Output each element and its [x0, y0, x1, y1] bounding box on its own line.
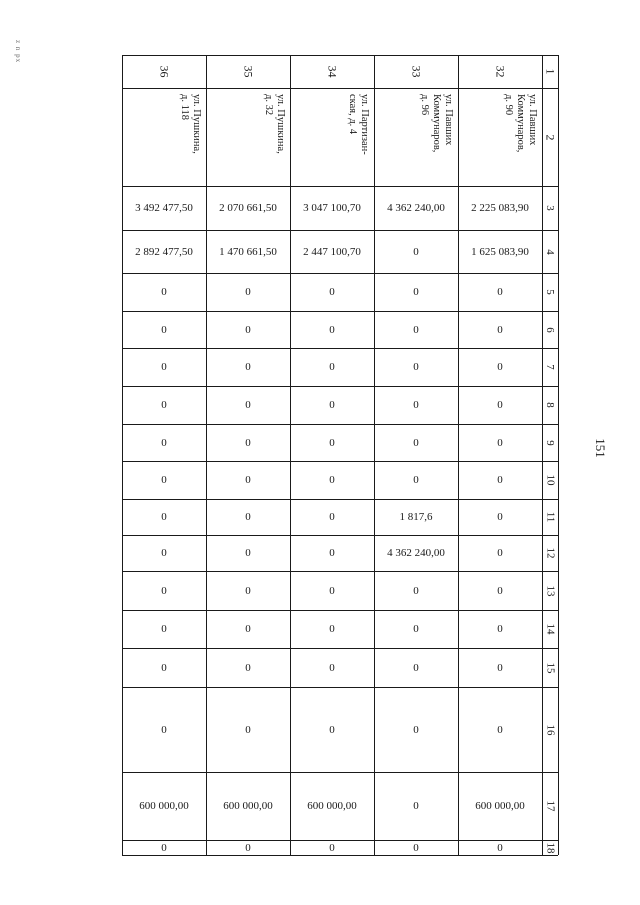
- table-cell-text: 0: [413, 623, 419, 635]
- column-id-text: 35: [241, 65, 256, 78]
- table-cell-text: 2 892 477,50: [135, 245, 193, 258]
- table-cell: [458, 571, 542, 610]
- table-cell-text: 0: [329, 723, 335, 736]
- table-cell: [374, 610, 458, 648]
- table-cell: [458, 348, 542, 386]
- column-id: [206, 55, 290, 88]
- table-cell-text: 1 817,6: [399, 511, 433, 523]
- table-cell-text: 0: [329, 623, 335, 635]
- row-number: [542, 610, 558, 648]
- table-cell-text: 0: [245, 623, 251, 635]
- address-line: д. 90: [503, 94, 514, 116]
- table-cell: [374, 348, 458, 386]
- table-cell-text: 0: [161, 474, 167, 486]
- table-cell: [458, 772, 542, 840]
- table-cell-text: 3 047 100,70: [303, 202, 361, 214]
- table-cell: [206, 230, 290, 273]
- row-number-text: 9: [544, 439, 556, 446]
- table-cell: [458, 230, 542, 273]
- table-cell: [206, 772, 290, 840]
- table-cell-text: 0: [161, 323, 167, 336]
- table-cell: [374, 535, 458, 571]
- table-cell: [122, 348, 206, 386]
- table-cell-text: 600 000,00: [307, 800, 357, 812]
- row-number-text: 14: [544, 623, 556, 635]
- row-number: [542, 273, 558, 311]
- table-cell-text: 0: [497, 323, 503, 336]
- row-number-text: 10: [544, 474, 556, 486]
- table-cell-text: 0: [497, 436, 503, 449]
- table-cell-text: 1 470 661,50: [219, 245, 277, 258]
- address-line: ул. Павших: [443, 94, 454, 146]
- column-divider: [558, 55, 559, 855]
- row-number-text: 15: [544, 662, 556, 673]
- table-cell-text: 0: [329, 436, 335, 449]
- address-cell: [290, 88, 374, 186]
- table-cell: [206, 348, 290, 386]
- table-cell: [290, 186, 374, 230]
- table-cell: [122, 610, 206, 648]
- table-cell-text: 0: [497, 584, 503, 597]
- table-cell-text: 0: [497, 474, 503, 486]
- row-number-text: 18: [544, 842, 556, 853]
- table-cell: [290, 424, 374, 461]
- table-cell: [290, 648, 374, 687]
- table-cell-text: 0: [329, 361, 335, 373]
- table-cell-text: 0: [245, 547, 251, 559]
- table-cell-text: 0: [497, 661, 503, 674]
- table-cell-text: 0: [245, 584, 251, 597]
- row-number-text: 8: [544, 402, 556, 408]
- row-divider: [122, 855, 558, 856]
- table-cell-text: 2 225 083,90: [471, 202, 529, 214]
- table-cell: [122, 386, 206, 424]
- table-cell-text: 0: [497, 623, 503, 635]
- table-cell-text: 0: [413, 800, 419, 812]
- table-cell-text: 0: [497, 841, 503, 854]
- table-cell-text: 0: [245, 474, 251, 486]
- table-cell: [206, 273, 290, 311]
- column-id-text: 33: [409, 65, 424, 78]
- table-cell: [206, 610, 290, 648]
- table-cell-text: 0: [245, 723, 251, 736]
- table-cell: [374, 386, 458, 424]
- row-number: [542, 186, 558, 230]
- row-number: [542, 772, 558, 840]
- column-id: [290, 55, 374, 88]
- table-cell: [290, 610, 374, 648]
- table-cell: [122, 461, 206, 499]
- table-cell-text: 0: [329, 474, 335, 486]
- table-cell: [206, 840, 290, 855]
- table-cell: [458, 311, 542, 348]
- table-cell: [290, 535, 374, 571]
- table-cell: [290, 230, 374, 273]
- table-cell: [458, 273, 542, 311]
- table-cell-text: 2 070 661,50: [219, 202, 277, 214]
- table-cell: [290, 273, 374, 311]
- table-cell-text: 0: [329, 399, 335, 411]
- table-cell: [290, 348, 374, 386]
- table-cell: [122, 772, 206, 840]
- table-cell: [206, 571, 290, 610]
- table-cell: [374, 648, 458, 687]
- table-cell: [458, 610, 542, 648]
- table-cell: [206, 648, 290, 687]
- table-cell-text: 0: [329, 547, 335, 559]
- table-cell-text: 0: [329, 286, 335, 298]
- row-number: [542, 840, 558, 855]
- table-cell: [458, 386, 542, 424]
- row-number-text: 17: [544, 800, 556, 812]
- table-cell-text: 0: [161, 584, 167, 597]
- table-cell-text: 0: [497, 361, 503, 373]
- table-cell: [374, 571, 458, 610]
- table-cell-text: 0: [329, 511, 335, 523]
- table-cell: [458, 499, 542, 535]
- table-cell: [290, 499, 374, 535]
- page-number: 151: [592, 438, 608, 458]
- row-number: [542, 535, 558, 571]
- table-cell: [458, 461, 542, 499]
- table-cell-text: 4 362 240,00: [387, 547, 445, 559]
- column-id-text: 32: [493, 65, 508, 78]
- table-cell-text: 0: [497, 723, 503, 736]
- row-number-text: 12: [544, 547, 556, 559]
- table-cell-text: 0: [161, 436, 167, 449]
- table-cell-text: 0: [161, 723, 167, 736]
- table-cell-text: 600 000,00: [475, 800, 525, 812]
- table-cell: [206, 535, 290, 571]
- table-cell: [122, 535, 206, 571]
- row-number: [542, 648, 558, 687]
- row-number-text: 6: [544, 326, 556, 333]
- table-cell: [290, 461, 374, 499]
- column-id-text: 34: [325, 65, 340, 78]
- table-cell-text: 600 000,00: [223, 800, 273, 812]
- table-cell-text: 0: [161, 841, 167, 854]
- table-cell-text: 0: [245, 436, 251, 449]
- table-cell: [122, 687, 206, 772]
- table-cell: [122, 230, 206, 273]
- table-cell-text: 0: [413, 245, 419, 258]
- table-cell: [206, 461, 290, 499]
- address-cell: [122, 88, 206, 186]
- table-cell-text: 0: [497, 547, 503, 559]
- row-number: [542, 230, 558, 273]
- row-number-text: 16: [544, 724, 556, 735]
- row-number-text: 7: [544, 364, 556, 370]
- table-cell: [122, 186, 206, 230]
- address-line: д. 96: [419, 94, 430, 116]
- table-cell-text: 0: [413, 399, 419, 411]
- table-cell: [290, 772, 374, 840]
- table-cell-text: 0: [413, 323, 419, 336]
- row-number: [542, 687, 558, 772]
- row-number-text: 3: [544, 205, 556, 211]
- table-cell: [458, 535, 542, 571]
- table-cell-text: 0: [245, 286, 251, 298]
- address-line: Коммунаров,: [515, 94, 526, 153]
- table-cell-text: 0: [413, 661, 419, 674]
- table-cell: [290, 311, 374, 348]
- table-cell: [290, 840, 374, 855]
- table-cell: [458, 648, 542, 687]
- index-column-header: [542, 55, 558, 88]
- table-cell-text: 0: [413, 436, 419, 449]
- table-cell-text: 0: [245, 841, 251, 854]
- table-cell: [374, 772, 458, 840]
- table-cell: [206, 186, 290, 230]
- table-cell-text: 0: [413, 361, 419, 373]
- table-cell-text: 0: [245, 399, 251, 411]
- table-cell: [122, 571, 206, 610]
- table-cell-text: 0: [329, 323, 335, 336]
- table-cell-text: 0: [413, 474, 419, 486]
- index-column-header-text: 1: [543, 68, 558, 75]
- table-cell: [458, 424, 542, 461]
- table-cell: [122, 840, 206, 855]
- table-cell: [374, 273, 458, 311]
- table-cell: [374, 461, 458, 499]
- address-cell: [206, 88, 290, 186]
- table-cell: [122, 311, 206, 348]
- column-id: [374, 55, 458, 88]
- table-cell-text: 0: [161, 511, 167, 523]
- table-cell-text: 0: [161, 361, 167, 373]
- table-cell: [374, 230, 458, 273]
- table-cell: [122, 273, 206, 311]
- table-cell-text: 0: [161, 623, 167, 635]
- table-cell: [122, 648, 206, 687]
- row-number-text: 13: [544, 585, 556, 596]
- table-cell: [290, 687, 374, 772]
- address-line: ская, д. 4: [347, 94, 358, 135]
- address-line: ул. Пушкина,: [191, 94, 202, 154]
- table-cell-text: 1 625 083,90: [471, 245, 529, 258]
- table-cell-text: 0: [245, 661, 251, 674]
- table-cell: [206, 424, 290, 461]
- data-table: [122, 55, 558, 855]
- column-id-text: 36: [157, 65, 172, 78]
- table-cell-text: 0: [413, 723, 419, 736]
- row-number: [542, 571, 558, 610]
- table-cell: [458, 687, 542, 772]
- table-cell: [206, 687, 290, 772]
- table-cell: [206, 311, 290, 348]
- table-cell-text: 0: [413, 584, 419, 597]
- table-cell-text: 0: [413, 841, 419, 854]
- row-number-text: 11: [544, 511, 556, 523]
- address-line: ул. Пушкина,: [275, 94, 286, 154]
- table-cell-text: 0: [329, 661, 335, 674]
- row-number: [542, 424, 558, 461]
- address-index-text: 2: [543, 134, 558, 140]
- table-cell-text: 600 000,00: [139, 800, 189, 812]
- row-number-text: 4: [544, 248, 556, 255]
- row-number: [542, 499, 558, 535]
- table-cell: [374, 840, 458, 855]
- table-cell-text: 3 492 477,50: [135, 202, 193, 214]
- table-cell: [458, 186, 542, 230]
- table-cell: [374, 186, 458, 230]
- table-cell-text: 0: [245, 323, 251, 336]
- table-cell: [122, 499, 206, 535]
- table-cell-text: 0: [329, 841, 335, 854]
- table-cell-text: 0: [497, 399, 503, 411]
- table-cell: [206, 499, 290, 535]
- table-cell-text: 0: [161, 399, 167, 411]
- table-cell-text: 0: [161, 286, 167, 298]
- table-cell: [374, 424, 458, 461]
- row-number: [542, 311, 558, 348]
- column-id: [458, 55, 542, 88]
- table-cell-text: 0: [245, 361, 251, 373]
- table-cell-text: 0: [497, 511, 503, 523]
- column-id: [122, 55, 206, 88]
- address-line: ул. Партизан-: [359, 94, 370, 155]
- table-cell: [122, 424, 206, 461]
- table-cell: [374, 499, 458, 535]
- address-cell: [374, 88, 458, 186]
- address-line: ул. Павших: [527, 94, 538, 146]
- table-cell-text: 0: [497, 286, 503, 298]
- address-index: [542, 88, 558, 186]
- row-number-text: 5: [544, 289, 556, 295]
- row-number: [542, 461, 558, 499]
- table-cell: [290, 386, 374, 424]
- row-number: [542, 386, 558, 424]
- address-line: д. 118: [179, 94, 190, 120]
- table-cell-text: 4 362 240,00: [387, 202, 445, 214]
- table-cell-text: 2 447 100,70: [303, 245, 361, 258]
- table-cell-text: 0: [329, 584, 335, 597]
- address-cell: [458, 88, 542, 186]
- table-cell: [458, 840, 542, 855]
- table-cell-text: 0: [413, 286, 419, 298]
- row-number: [542, 348, 558, 386]
- table-grid: [122, 55, 558, 855]
- table-cell: [206, 386, 290, 424]
- address-line: д. 32: [263, 94, 274, 116]
- table-cell-text: 0: [161, 661, 167, 674]
- table-cell: [374, 311, 458, 348]
- table-cell-text: 0: [245, 511, 251, 523]
- table-cell-text: 0: [161, 547, 167, 559]
- corner-mark: z n px: [14, 40, 22, 64]
- table-cell: [374, 687, 458, 772]
- table-cell: [290, 571, 374, 610]
- address-line: Коммунаров,: [431, 94, 442, 153]
